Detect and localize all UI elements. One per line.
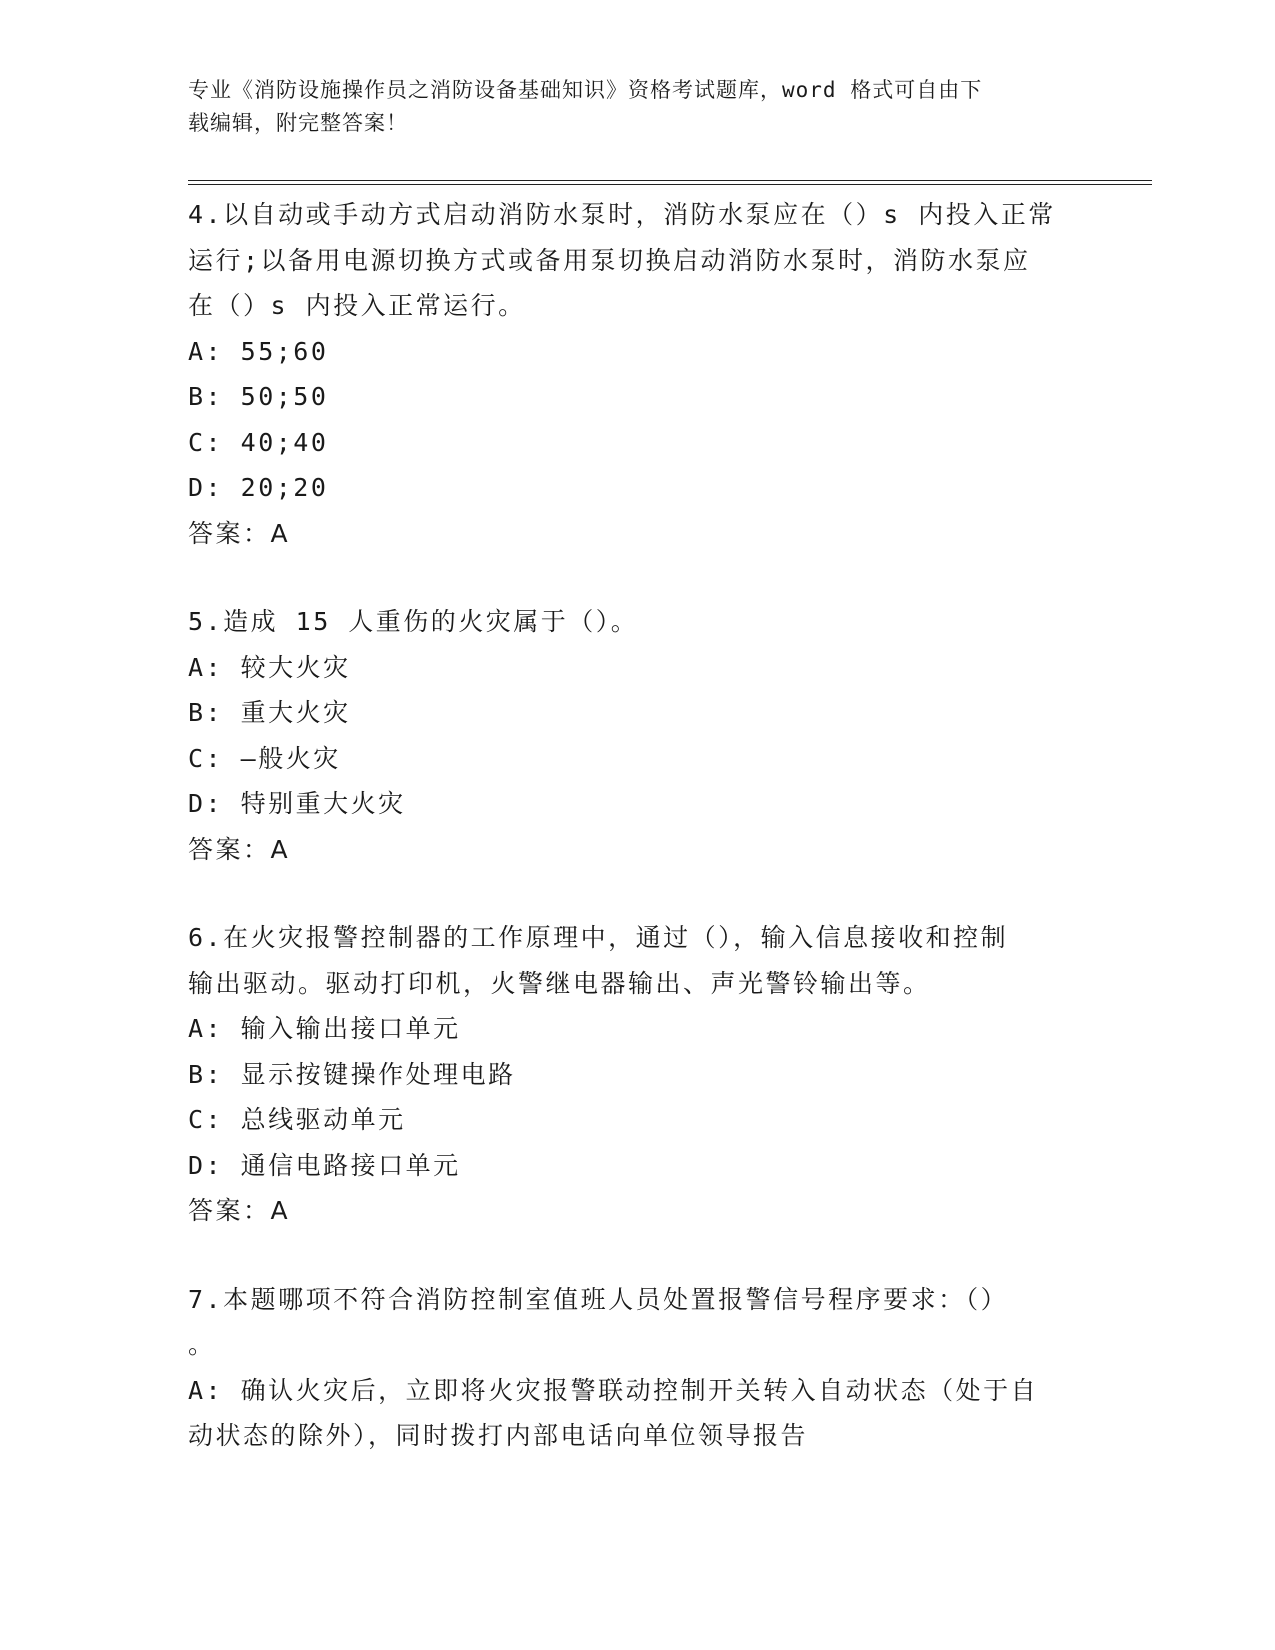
option-d: D: 20;20 [188, 473, 329, 502]
document-header [188, 74, 1088, 140]
option-a: A: 较大火灾 [188, 652, 351, 682]
question-6 [188, 915, 1088, 1234]
question-stem-line: 7.本题哪项不符合消防控制室值班人员处置报警信号程序要求：（） [188, 1284, 1009, 1314]
option-b: B: 重大火灾 [188, 698, 351, 727]
question-stem-line: 5.造成 15 人重伤的火灾属于（）。 [188, 607, 639, 636]
header-line-1: 专业《消防设施操作员之消防设备基础知识》资格考试题库，word 格式可自由下 [188, 78, 983, 102]
question-5 [188, 599, 1088, 872]
option-d: D: 通信电路接口单元 [188, 1150, 461, 1180]
question-stem-line: 在（）s 内投入正常运行。 [188, 291, 526, 320]
option-a-line-1: A: 确认火灾后，立即将火灾报警联动控制开关转入自动状态（处于自 [188, 1375, 1039, 1405]
question-stem-line: 输出驱动。驱动打印机，火警继电器输出、声光警铃输出等。 [188, 968, 931, 998]
answer-text: 答案：A [188, 518, 291, 548]
option-b: B: 50;50 [188, 382, 329, 411]
option-c: C: —般火灾 [188, 743, 341, 773]
question-stem-line: 4.以自动或手动方式启动消防水泵时，消防水泵应在（）s 内投入正常 [188, 200, 1056, 229]
option-c: C: 总线驱动单元 [188, 1105, 406, 1134]
option-c: C: 40;40 [188, 427, 329, 457]
option-a-line-2: 动状态的除外），同时拨打内部电话向单位领导报告 [188, 1421, 809, 1450]
question-stem-line: 运行;以备用电源切换方式或备用泵切换启动消防水泵时，消防水泵应 [188, 245, 1031, 275]
question-stem-line: 。 [188, 1330, 216, 1359]
option-d: D: 特别重大火灾 [188, 789, 406, 818]
option-a: A: 55;60 [188, 336, 329, 366]
option-a: A: 输入输出接口单元 [188, 1014, 461, 1043]
header-line-2: 载编辑，附完整答案！ [188, 111, 408, 135]
option-b: B: 显示按键操作处理电路 [188, 1059, 516, 1089]
answer-text: 答案：A [188, 1196, 291, 1225]
question-4 [188, 192, 1088, 556]
header-divider [188, 180, 1152, 185]
question-stem-line: 6.在火灾报警控制器的工作原理中，通过（），输入信息接收和控制 [188, 923, 1009, 952]
question-list [188, 192, 1088, 1502]
question-7 [188, 1277, 1088, 1459]
answer-text: 答案：A [188, 834, 291, 864]
